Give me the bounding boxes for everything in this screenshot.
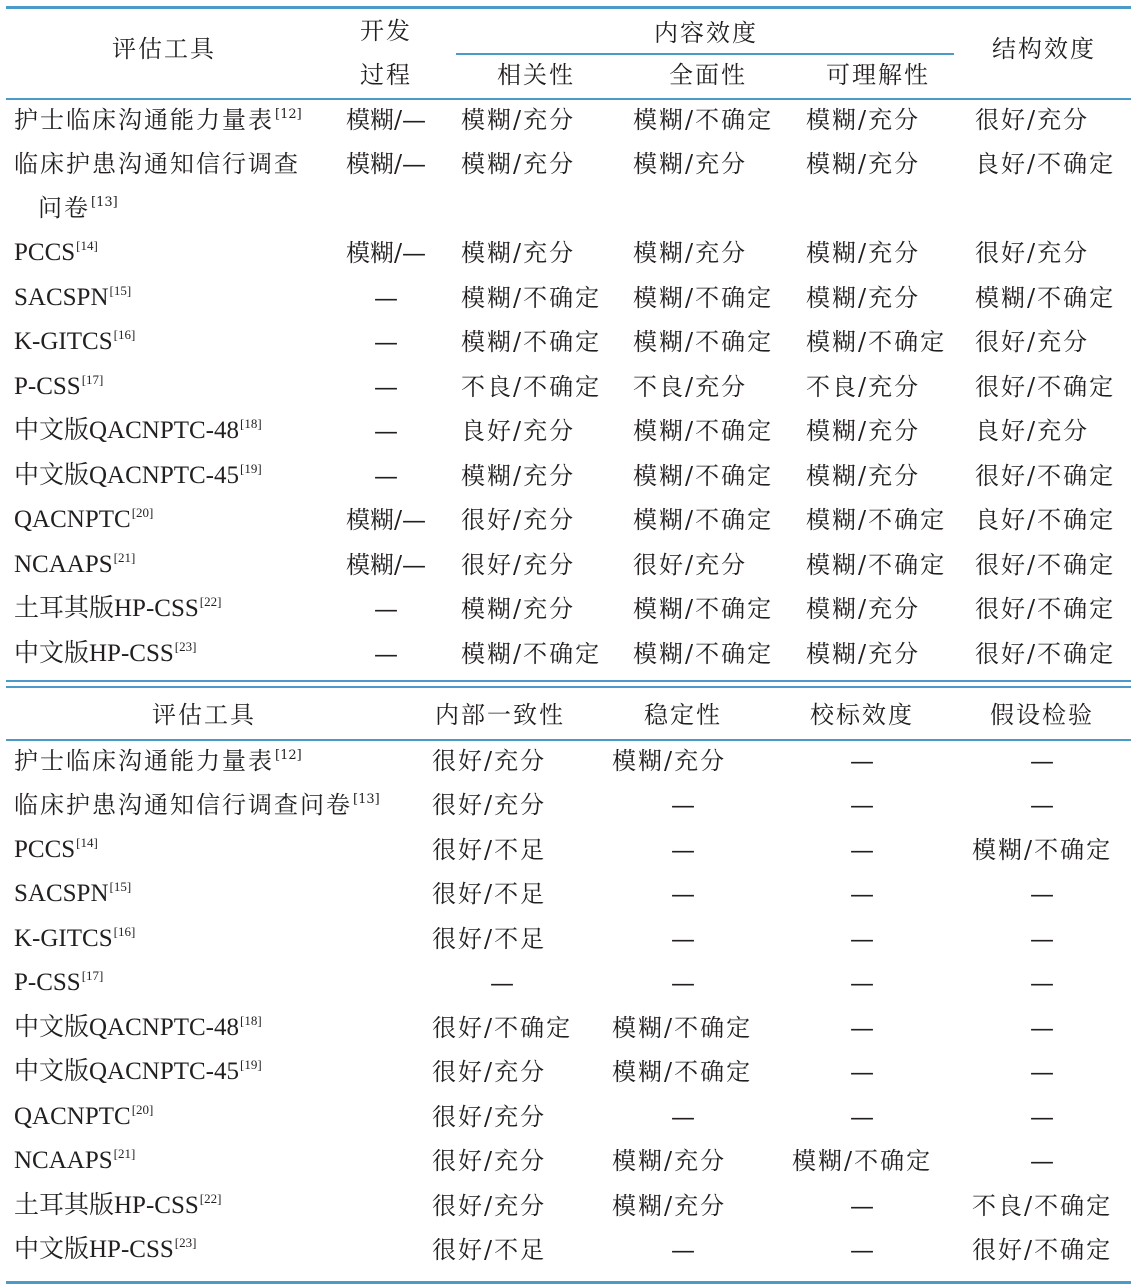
comprehensiveness-cell: 模糊/不确定 [633, 106, 774, 134]
citation-ref: [20] [131, 505, 154, 520]
comprehensiveness-cell: 模糊/不确定 [633, 640, 774, 668]
tool-name-cell [14, 746, 302, 776]
stability-cell: — [671, 1103, 695, 1131]
citation-ref: [12] [275, 748, 302, 763]
structural-cell: 很好/充分 [975, 328, 1090, 356]
relevance-cell: 良好/充分 [461, 417, 576, 445]
criterion-cell: — [850, 925, 874, 953]
citation-ref: [21] [113, 550, 136, 565]
comprehensibility-cell: 模糊/充分 [806, 150, 921, 178]
hypothesis-cell: — [1030, 1147, 1054, 1175]
tool-name-cell [14, 1102, 153, 1132]
criterion-cell: — [850, 880, 874, 908]
relevance-cell: 模糊/充分 [461, 150, 576, 178]
comprehensibility-cell: 模糊/充分 [806, 417, 921, 445]
dev-cell: — [374, 328, 398, 356]
criterion-cell: — [850, 836, 874, 864]
comprehensibility-cell: 模糊/充分 [806, 106, 921, 134]
header-tool: 评估工具 [112, 35, 216, 63]
citation-ref: [23] [174, 639, 197, 654]
comprehensiveness-cell: 模糊/不确定 [633, 506, 774, 534]
tool-name-cell [14, 372, 103, 402]
internal-consistency-cell: 很好/不确定 [432, 1014, 573, 1042]
tool-name-cell [14, 283, 131, 313]
citation-ref: [17] [81, 372, 104, 387]
relevance-cell: 模糊/充分 [461, 595, 576, 623]
content-validity-underline [456, 53, 954, 55]
table-separator-rule-1 [6, 680, 1131, 682]
comprehensiveness-cell: 不良/充分 [633, 373, 748, 401]
tool-name-cell [14, 550, 135, 580]
relevance-cell: 模糊/不确定 [461, 328, 602, 356]
tool-name: 问卷 [38, 194, 90, 222]
structural-cell: 很好/不确定 [975, 373, 1116, 401]
tool-name: 临床护患沟通知信行调查问卷 [14, 791, 352, 819]
stability-cell: — [671, 880, 695, 908]
tool-name-cell [14, 790, 380, 820]
comprehensiveness-cell: 模糊/不确定 [633, 417, 774, 445]
tool-name: PCCS [14, 836, 76, 863]
tool-name-cell [14, 416, 262, 446]
tool-name: 护士临床沟通能力量表 [14, 106, 274, 134]
citation-ref: [16] [113, 327, 136, 342]
stability-cell: 模糊/充分 [612, 1147, 727, 1175]
tool-name-cell [14, 835, 98, 865]
dev-cell: — [374, 462, 398, 490]
top-table-top-rule [6, 6, 1131, 9]
structural-cell: 很好/不确定 [975, 640, 1116, 668]
table-separator-rule-2 [6, 686, 1131, 688]
tool-name-cell [14, 968, 103, 998]
comprehensiveness-cell: 模糊/充分 [633, 150, 748, 178]
internal-consistency-cell: 很好/不足 [432, 880, 547, 908]
stability-cell: — [671, 969, 695, 997]
structural-cell: 良好/充分 [975, 417, 1090, 445]
structural-cell: 很好/不确定 [975, 551, 1116, 579]
citation-ref: [17] [81, 968, 104, 983]
tool-name: 中文版QACNPTC-45 [14, 462, 240, 489]
dev-cell: — [374, 417, 398, 445]
header-content-validity: 内容效度 [654, 19, 758, 47]
citation-ref: [19] [240, 1057, 262, 1072]
header-dev-process-line1: 开发 [360, 17, 412, 45]
tool-name: SACSPN [14, 284, 109, 311]
relevance-cell: 模糊/不确定 [461, 640, 602, 668]
hypothesis-cell: — [1030, 1014, 1054, 1042]
hypothesis-cell: — [1030, 925, 1054, 953]
header-comprehensibility: 可理解性 [826, 61, 930, 89]
citation-ref: [15] [109, 283, 132, 298]
citation-ref: [19] [240, 461, 262, 476]
criterion-cell: 模糊/不确定 [792, 1147, 933, 1175]
tool-name: SACSPN [14, 880, 109, 907]
criterion-cell: — [850, 791, 874, 819]
tool-name-cell: 临床护患沟通知信行调查 [14, 150, 300, 178]
criterion-cell: — [850, 1103, 874, 1131]
tool-name-cell [14, 879, 131, 909]
header-dev-process-line2: 过程 [360, 61, 412, 89]
internal-consistency-cell: 很好/充分 [432, 1147, 547, 1175]
stability-cell: 模糊/充分 [612, 747, 727, 775]
criterion-cell: — [850, 1192, 874, 1220]
tool-name: 中文版HP-CSS [14, 1236, 174, 1263]
relevance-cell: 很好/充分 [461, 506, 576, 534]
tool-name-cell [14, 327, 135, 357]
tool-name-cell [14, 594, 221, 624]
criterion-cell: — [850, 1236, 874, 1264]
comprehensibility-cell: 模糊/不确定 [806, 328, 947, 356]
header-relevance: 相关性 [497, 61, 575, 89]
tool-name: 中文版HP-CSS [14, 640, 174, 667]
citation-ref: [14] [76, 238, 98, 253]
bottom-table-header-rule [6, 739, 1131, 741]
dev-cell: 模糊/— [345, 551, 427, 579]
dev-cell: — [374, 640, 398, 668]
hypothesis-cell: — [1030, 791, 1054, 819]
internal-consistency-cell: 很好/不足 [432, 925, 547, 953]
hypothesis-cell: — [1030, 880, 1054, 908]
stability-cell: — [671, 1236, 695, 1264]
internal-consistency-cell: 很好/充分 [432, 1103, 547, 1131]
dev-cell: — [374, 373, 398, 401]
header-internal-consistency: 内部一致性 [435, 701, 565, 729]
tool-name-cell [14, 924, 135, 954]
hypothesis-cell: — [1030, 1058, 1054, 1086]
comprehensibility-cell: 模糊/充分 [806, 595, 921, 623]
internal-consistency-cell: 很好/充分 [432, 1058, 547, 1086]
hypothesis-cell: 模糊/不确定 [972, 836, 1113, 864]
dev-cell: — [374, 595, 398, 623]
hypothesis-cell: 不良/不确定 [972, 1192, 1113, 1220]
dev-cell: — [374, 284, 398, 312]
stability-cell: — [671, 791, 695, 819]
citation-ref: [20] [131, 1102, 154, 1117]
relevance-cell: 模糊/充分 [461, 239, 576, 267]
relevance-cell: 模糊/充分 [461, 106, 576, 134]
citation-ref: [18] [240, 1013, 262, 1028]
tool-name-cell [14, 105, 302, 135]
bottom-table-bottom-rule [6, 1281, 1131, 1284]
structural-cell: 很好/充分 [975, 106, 1090, 134]
citation-ref: [13] [353, 792, 380, 807]
comprehensiveness-cell: 模糊/不确定 [633, 284, 774, 312]
stability-cell: 模糊/不确定 [612, 1058, 753, 1086]
tool-name-cell [14, 1191, 221, 1221]
citation-ref: [22] [199, 1191, 222, 1206]
structural-cell: 很好/充分 [975, 239, 1090, 267]
tool-name: QACNPTC [14, 506, 131, 533]
structural-cell: 良好/不确定 [975, 150, 1116, 178]
hypothesis-cell: — [1030, 747, 1054, 775]
citation-ref: [15] [109, 879, 132, 894]
comprehensibility-cell: 模糊/充分 [806, 239, 921, 267]
comprehensiveness-cell: 模糊/不确定 [633, 328, 774, 356]
header-hypothesis-testing: 假设检验 [990, 701, 1094, 729]
citation-ref: [21] [113, 1146, 136, 1161]
tool-name-cell [14, 1013, 262, 1043]
comprehensiveness-cell: 模糊/充分 [633, 239, 748, 267]
tool-name: 中文版QACNPTC-45 [14, 1058, 240, 1085]
dev-cell: 模糊/— [345, 150, 427, 178]
internal-consistency-cell: 很好/充分 [432, 791, 547, 819]
comprehensibility-cell: 不良/充分 [806, 373, 921, 401]
criterion-cell: — [850, 747, 874, 775]
tool-name-cell [14, 461, 262, 491]
internal-consistency-cell: 很好/不足 [432, 1236, 547, 1264]
criterion-cell: — [850, 1014, 874, 1042]
tool-name-cell-line2 [38, 193, 118, 223]
tool-name-cell [14, 1146, 135, 1176]
comprehensibility-cell: 模糊/充分 [806, 462, 921, 490]
relevance-cell: 模糊/充分 [461, 462, 576, 490]
tool-name: PCCS [14, 239, 76, 266]
comprehensibility-cell: 模糊/充分 [806, 640, 921, 668]
header-stability: 稳定性 [644, 701, 722, 729]
internal-consistency-cell: 很好/充分 [432, 1192, 547, 1220]
citation-ref: [16] [113, 924, 136, 939]
tool-name-cell [14, 238, 98, 268]
comprehensiveness-cell: 很好/充分 [633, 551, 748, 579]
citation-ref: [18] [240, 416, 262, 431]
comprehensiveness-cell: 模糊/不确定 [633, 595, 774, 623]
stability-cell: — [671, 925, 695, 953]
relevance-cell: 不良/不确定 [461, 373, 602, 401]
relevance-cell: 模糊/不确定 [461, 284, 602, 312]
structural-cell: 很好/不确定 [975, 595, 1116, 623]
citation-ref: [22] [199, 594, 222, 609]
citation-ref: [13] [91, 195, 118, 210]
tool-name: P-CSS [14, 373, 81, 400]
comprehensibility-cell: 模糊/不确定 [806, 506, 947, 534]
tool-name: K-GITCS [14, 925, 113, 952]
tool-name: 土耳其版HP-CSS [14, 1192, 199, 1219]
internal-consistency-cell: — [490, 969, 514, 997]
structural-cell: 模糊/不确定 [975, 284, 1116, 312]
hypothesis-cell: — [1030, 1103, 1054, 1131]
tool-name: 土耳其版HP-CSS [14, 595, 199, 622]
tool-name: 中文版QACNPTC-48 [14, 1014, 240, 1041]
dev-cell: 模糊/— [345, 239, 427, 267]
hypothesis-cell: — [1030, 969, 1054, 997]
header-tool: 评估工具 [152, 701, 256, 729]
internal-consistency-cell: 很好/充分 [432, 747, 547, 775]
tool-name-cell [14, 1235, 196, 1265]
criterion-cell: — [850, 1058, 874, 1086]
citation-ref: [23] [174, 1235, 197, 1250]
tool-name: K-GITCS [14, 328, 113, 355]
header-structural-validity: 结构效度 [992, 35, 1096, 63]
tool-name-cell [14, 505, 153, 535]
citation-ref: [14] [76, 835, 98, 850]
criterion-cell: — [850, 969, 874, 997]
tool-name: QACNPTC [14, 1103, 131, 1130]
tool-name-cell [14, 1057, 262, 1087]
tool-name: 中文版QACNPTC-48 [14, 417, 240, 444]
stability-cell: 模糊/不确定 [612, 1014, 753, 1042]
hypothesis-cell: 很好/不确定 [972, 1236, 1113, 1264]
dev-cell: 模糊/— [345, 106, 427, 134]
structural-cell: 良好/不确定 [975, 506, 1116, 534]
comprehensibility-cell: 模糊/不确定 [806, 551, 947, 579]
header-comprehensiveness: 全面性 [669, 61, 747, 89]
comprehensibility-cell: 模糊/充分 [806, 284, 921, 312]
tool-name: P-CSS [14, 969, 81, 996]
structural-cell: 很好/不确定 [975, 462, 1116, 490]
top-table-header-rule [6, 98, 1131, 100]
internal-consistency-cell: 很好/不足 [432, 836, 547, 864]
relevance-cell: 很好/充分 [461, 551, 576, 579]
comprehensiveness-cell: 模糊/不确定 [633, 462, 774, 490]
stability-cell: 模糊/充分 [612, 1192, 727, 1220]
stability-cell: — [671, 836, 695, 864]
tool-name: NCAAPS [14, 551, 113, 578]
tool-name-cell [14, 639, 196, 669]
dev-cell: 模糊/— [345, 506, 427, 534]
tool-name: NCAAPS [14, 1147, 113, 1174]
header-criterion-validity: 校标效度 [810, 701, 914, 729]
tool-name: 护士临床沟通能力量表 [14, 747, 274, 775]
citation-ref: [12] [275, 107, 302, 122]
